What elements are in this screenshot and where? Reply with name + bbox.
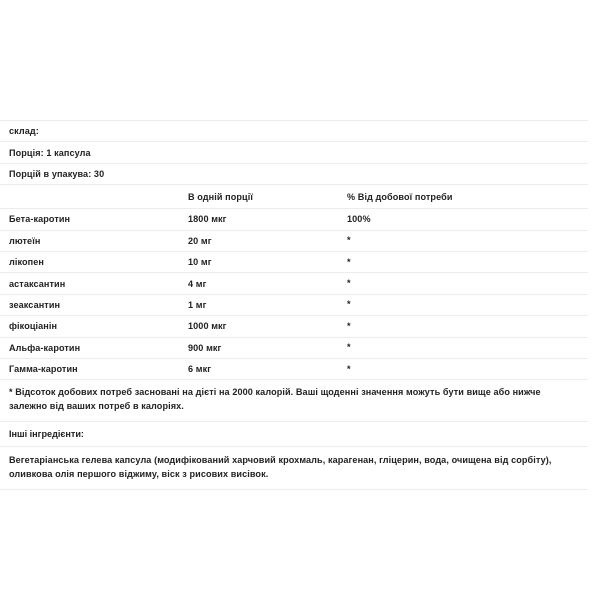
nutrient-daily-value: 100% <box>347 214 371 225</box>
table-row <box>0 251 588 272</box>
servings-per-container-label: Порцій в упакува: 30 <box>9 168 105 179</box>
table-row <box>0 208 588 229</box>
column-header-daily-value: % Від добової потреби <box>347 191 453 202</box>
nutrient-name: фікоціанін <box>9 321 58 332</box>
nutrient-amount: 10 мг <box>188 257 212 268</box>
nutrient-daily-value: * <box>347 342 351 353</box>
nutrient-name: Гамма-каротин <box>9 364 78 375</box>
table-row <box>0 230 588 251</box>
nutrient-daily-value: * <box>347 320 351 331</box>
table-header-row <box>0 184 588 208</box>
nutrient-name: лютеїн <box>9 235 41 246</box>
nutrient-amount: 1 мг <box>188 299 207 310</box>
other-ingredients-body: Вегетаріанська гелева капсула (модифікований харчовий крохмаль, карагенан, гліцерин, вода, очищена від сорбіту), оливкова олія першого віджиму, віск з рисових висівок. <box>0 446 588 490</box>
nutrient-name: астаксантин <box>9 278 66 289</box>
composition-label: склад: <box>9 126 39 137</box>
nutrient-daily-value: * <box>347 299 351 310</box>
table-row <box>0 272 588 293</box>
top-spacer <box>0 0 600 120</box>
nutrient-daily-value: * <box>347 277 351 288</box>
nutrient-amount: 900 мкг <box>188 342 222 353</box>
nutrient-amount: 1000 мкг <box>188 321 227 332</box>
nutrient-amount: 4 мг <box>188 278 207 289</box>
nutrient-amount: 6 мкг <box>188 364 212 375</box>
table-row <box>0 315 588 336</box>
daily-value-footnote: * Відсоток добових потреб засновані на дієті на 2000 калорій. Ваші щоденні значення можуть бути вище або нижче залежно від ваших потреб в калоріях. <box>0 379 588 421</box>
nutrient-amount: 20 мг <box>188 235 212 246</box>
table-row <box>0 358 588 379</box>
nutrient-daily-value: * <box>347 235 351 246</box>
table-row <box>0 294 588 315</box>
nutrient-name: лікопен <box>9 257 44 268</box>
nutrient-name: зеаксантин <box>9 299 61 310</box>
servings-per-container-row <box>0 163 588 184</box>
column-header-amount: В одній порції <box>188 191 253 202</box>
nutrient-daily-value: * <box>347 363 351 374</box>
nutrient-name: Альфа-каротин <box>9 342 81 353</box>
nutrient-amount: 1800 мкг <box>188 214 227 225</box>
nutrient-name: Бета-каротин <box>9 214 71 225</box>
nutrient-daily-value: * <box>347 256 351 267</box>
serving-size-label: Порція: 1 капсула <box>9 147 91 158</box>
composition-row <box>0 120 588 141</box>
table-row <box>0 337 588 358</box>
serving-size-row <box>0 141 588 162</box>
other-ingredients-label: Інші інгредієнти: <box>0 421 588 446</box>
